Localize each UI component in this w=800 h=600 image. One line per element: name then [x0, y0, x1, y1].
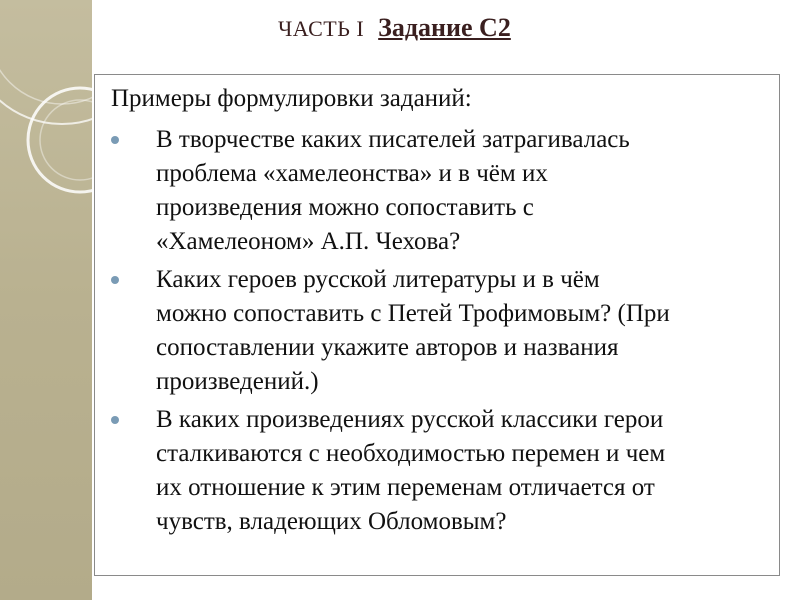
- bullet-icon: [111, 136, 119, 144]
- question-line: В каких произведениях русской классики герои: [156, 406, 664, 433]
- question-line: их отношение к этим переменам отличается от: [156, 474, 655, 501]
- question-line: произведений.): [156, 368, 319, 395]
- question-line: «Хамелеоном» А.П. Чехова?: [156, 228, 461, 255]
- bullet-icon: [111, 276, 119, 284]
- question-line: можно сопоставить с Петей Трофимовым? (При: [156, 300, 670, 327]
- bullet-icon: [111, 416, 119, 424]
- question-line: В творчестве каких писателей затрагивалась: [156, 126, 630, 153]
- question-line: сопоставлении укажите авторов и названия: [156, 334, 619, 361]
- question-line: чувств, владеющих Обломовым?: [156, 508, 507, 535]
- list-item: [111, 403, 771, 539]
- list-item: [111, 263, 771, 399]
- content-box: [94, 74, 780, 576]
- question-line: Каких героев русской литературы и в чём: [156, 266, 600, 293]
- question-line: проблема «хамелеонства» и в чём их: [156, 160, 548, 187]
- question-line: произведения можно сопоставить с: [156, 194, 534, 221]
- list-item: [111, 123, 771, 259]
- question-line: сталкиваются с необходимостью перемен и чем: [156, 440, 666, 467]
- question-list: [111, 123, 771, 543]
- slide-title: [278, 10, 511, 46]
- title-task: Задание С2: [378, 13, 511, 42]
- title-part: ЧАСТЬ I: [278, 16, 365, 41]
- intro-text: Примеры формулировки заданий:: [111, 85, 472, 112]
- left-decorative-band: [0, 0, 92, 600]
